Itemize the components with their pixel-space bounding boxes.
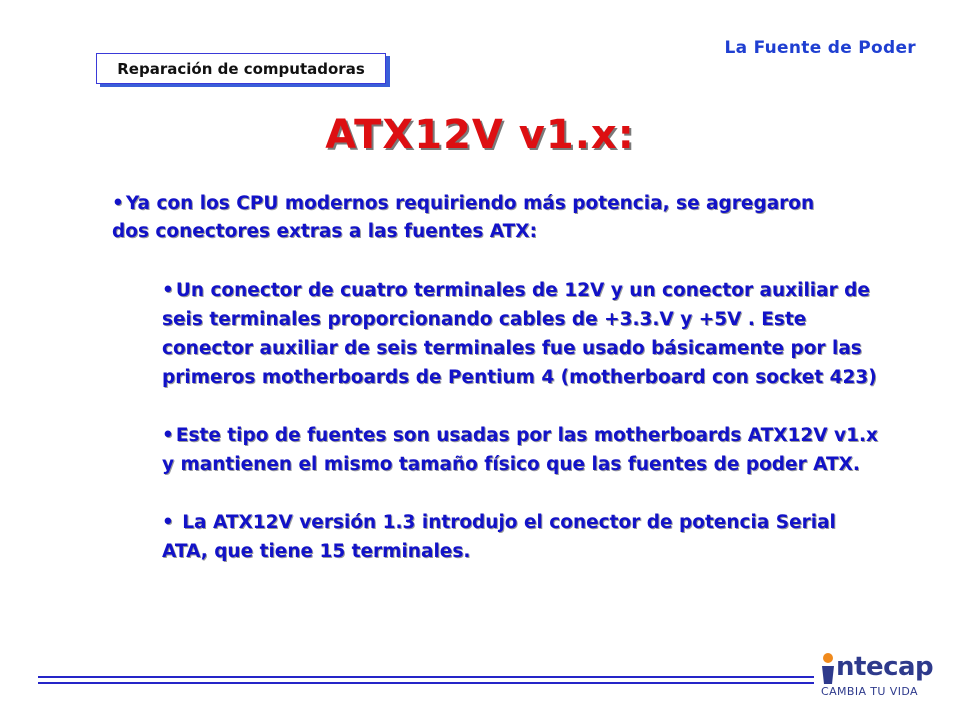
intro-paragraph [112, 190, 842, 246]
list-item [162, 421, 882, 479]
person-i-icon [818, 652, 838, 686]
list-item-text: Este tipo de fuentes son usadas por las motherboards ATX12V v1.x y mantienen el mismo tamaño físico que las fuentes de poder ATX. [162, 425, 878, 475]
logo-wordmark: ntecap [836, 652, 934, 682]
bullet-icon: • [112, 193, 124, 214]
footer-divider [38, 676, 814, 684]
logo-tagline: CAMBIA TU VIDA [821, 685, 918, 698]
slide-title: ATX12V v1.x: [325, 112, 635, 158]
list-item-text: Un conector de cuatro terminales de 12V y un conector auxiliar de seis terminales proporcionando cables de +3.3.V y +5V . Este conector auxiliar de seis terminales fue usado básicamente por las primeros motherboards de Pentium 4 (motherboard con socket 423) [162, 280, 877, 388]
bullet-list [162, 276, 882, 595]
list-item-text: La ATX12V versión 1.3 introdujo el conector de potencia Serial ATA, que tiene 15 terminales. [162, 512, 836, 562]
course-label-text: Reparación de computadoras [117, 59, 365, 78]
list-item [162, 276, 882, 392]
bullet-icon: • [162, 512, 174, 533]
intecap-logo [818, 652, 938, 704]
intro-text: Ya con los CPU modernos requiriendo más potencia, se agregaron dos conectores extras a las fuentes ATX: [112, 193, 815, 242]
list-item [162, 508, 882, 566]
section-title: La Fuente de Poder [724, 38, 916, 58]
bullet-icon: • [162, 280, 174, 301]
course-label [96, 53, 386, 84]
bullet-icon: • [162, 425, 174, 446]
